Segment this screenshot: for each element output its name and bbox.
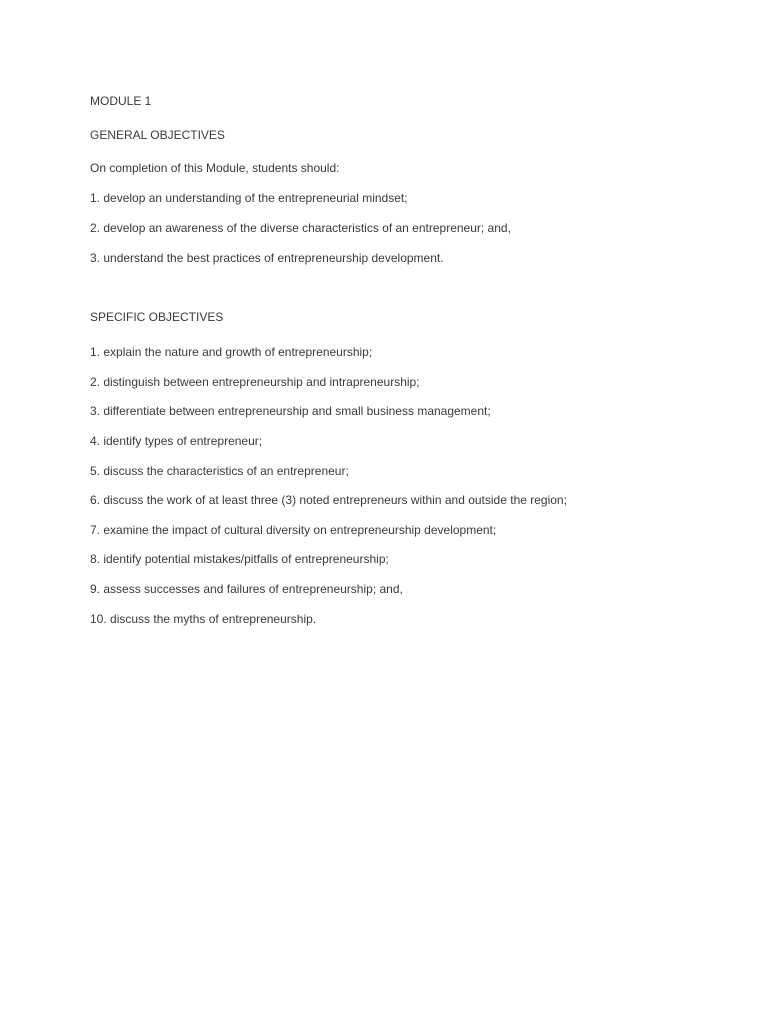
specific-objective-item: 6. discuss the work of at least three (3) noted entrepreneurs within and outside the region; <box>90 493 567 507</box>
specific-objective-item: 10. discuss the myths of entrepreneurship. <box>90 612 317 626</box>
general-objective-item: 1. develop an understanding of the entrepreneurial mindset; <box>90 191 408 205</box>
specific-objective-item: 5. discuss the characteristics of an entrepreneur; <box>90 464 349 478</box>
general-objective-item: 2. develop an awareness of the diverse characteristics of an entrepreneur; and, <box>90 221 511 235</box>
specific-objective-item: 2. distinguish between entrepreneurship and intrapreneurship; <box>90 375 420 389</box>
general-objective-item: 3. understand the best practices of entrepreneurship development. <box>90 251 444 265</box>
specific-objective-item: 4. identify types of entrepreneur; <box>90 434 263 448</box>
specific-objective-item: 9. assess successes and failures of entrepreneurship; and, <box>90 582 403 596</box>
intro-text: On completion of this Module, students should: <box>90 161 340 175</box>
specific-objective-item: 8. identify potential mistakes/pitfalls of entrepreneurship; <box>90 552 389 566</box>
specific-objective-item: 7. examine the impact of cultural diversity on entrepreneurship development; <box>90 523 497 537</box>
specific-objective-item: 3. differentiate between entrepreneurship and small business management; <box>90 404 491 418</box>
specific-objectives-heading: SPECIFIC OBJECTIVES <box>90 310 224 324</box>
specific-objective-item: 1. explain the nature and growth of entrepreneurship; <box>90 345 373 359</box>
module-title: MODULE 1 <box>90 94 152 108</box>
general-objectives-heading: GENERAL OBJECTIVES <box>90 128 225 142</box>
